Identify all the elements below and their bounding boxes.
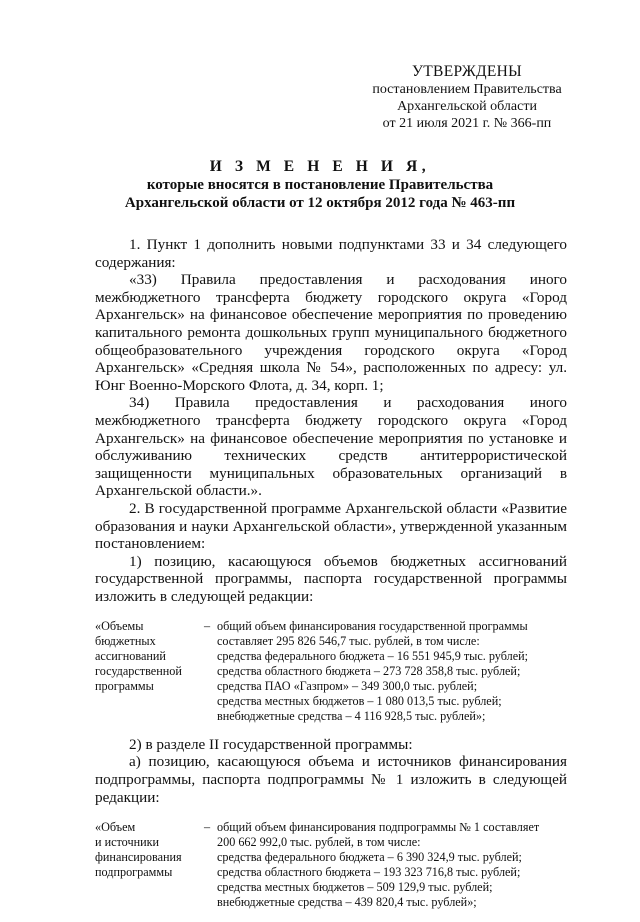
approval-heading: УТВЕРЖДЕНЫ <box>412 63 522 80</box>
paragraph-1: 1. Пункт 1 дополнить новыми подпунктами 33 и 34 следующего содержания: <box>95 236 567 271</box>
table-value-line: средства областного бюджета – 273 728 358,8 тыс. рублей; <box>217 664 521 679</box>
title-line-3: Архангельской области от 12 октября 2012 года № 463-пп <box>124 195 516 211</box>
table-label-line: ассигнований <box>95 649 166 664</box>
approval-line-1: постановлением Правительства <box>372 82 562 97</box>
paragraph-3: 34) Правила предоставления и расходования иного межбюджетного трансферта бюджету городского округа «Город Архангельск» на финансовое обеспечение мероприятия по установке и обслуживанию технических средств антитеррористической защищенности муниципальных образовательных организаций в Архангельской области.». <box>95 394 567 500</box>
paragraph-4: 2. В государственной программе Архангельской области «Развитие образования и науки Архангельской области», утвержденной указанным постановлением: <box>95 499 567 553</box>
table-left-column <box>95 619 197 723</box>
table-label-line: «Объем <box>95 820 136 835</box>
document-title <box>60 158 580 212</box>
budget-table-program <box>95 619 567 723</box>
table-label-line: подпрограммы <box>95 864 173 879</box>
table-dash: – <box>203 619 211 634</box>
approval-line-3: от 21 июля 2021 г. № 366-пп <box>382 116 552 131</box>
table-label-line: программы <box>95 679 154 694</box>
paragraph-6: 2) в разделе II государственной программы: <box>129 735 413 753</box>
approval-line-2: Архангельской области <box>397 99 537 114</box>
paragraph-5: 1) позицию, касающуюся объемов бюджетных ассигнований государственной программы, паспорта государственной программы изложить в следующей редакции: <box>95 552 567 605</box>
table-value-line: общий объем финансирования подпрограммы № 1 составляет <box>217 820 540 835</box>
table-value-line: средства местных бюджетов – 509 129,9 тыс. рублей; <box>217 879 493 894</box>
table-label-line: государственной <box>95 664 182 679</box>
table-value-line: средства ПАО «Газпром» – 349 300,0 тыс. рублей; <box>217 679 478 694</box>
table-right-column <box>217 820 567 909</box>
table-value-line: внебюджетные средства – 4 116 928,5 тыс. рублей»; <box>217 708 486 723</box>
table-value-line: 200 662 992,0 тыс. рублей, в том числе: <box>217 835 421 850</box>
table-value-line: средства федерального бюджета – 16 551 945,9 тыс. рублей; <box>217 649 529 664</box>
title-line-1: И З М Е Н Е Н И Я, <box>209 158 431 175</box>
table-value-line: составляет 295 826 546,7 тыс. рублей, в том числе: <box>217 634 480 649</box>
paragraph-7: а) позицию, касающуюся объема и источников финансирования подпрограммы, паспорта подпрограммы № 1 изложить в следующей редакции: <box>95 753 567 806</box>
table-value-line: внебюджетные средства – 439 820,4 тыс. рублей»; <box>217 894 477 909</box>
table-value-line: средства федерального бюджета – 6 390 324,9 тыс. рублей; <box>217 850 522 864</box>
table-label-line: бюджетных <box>95 634 156 649</box>
table-label-line: и источники <box>95 835 160 850</box>
table-value-line: общий объем финансирования государственной программы <box>217 619 528 634</box>
table-label-line: финансирования <box>95 850 182 864</box>
paragraph-2: «33) Правила предоставления и расходования иного межбюджетного трансферта бюджету городского округа «Город Архангельск» на финансовое обеспечение мероприятия по проведению капитального ремонта дошкольных групп муниципального бюджетного общеобразовательного учреждения городского округа «Город Архангельск» «Средняя школа № 54», расположенных по адресу: ул. Юнг Военно-Морского Флота, д. 34, корп. 1; <box>95 271 567 394</box>
table-dash: – <box>203 820 211 835</box>
title-line-2: которые вносятся в постановление Правительства <box>146 177 494 193</box>
table-right-column <box>217 619 567 723</box>
table-left-column <box>95 820 197 909</box>
table-value-line: средства местных бюджетов – 1 080 013,5 тыс. рублей; <box>217 694 502 708</box>
table-value-line: средства областного бюджета – 193 323 716,8 тыс. рублей; <box>217 864 521 879</box>
budget-table-subprogram <box>95 820 567 909</box>
approval-stamp <box>360 62 574 132</box>
table-label-line: «Объемы <box>95 619 144 634</box>
document-body <box>95 236 567 922</box>
